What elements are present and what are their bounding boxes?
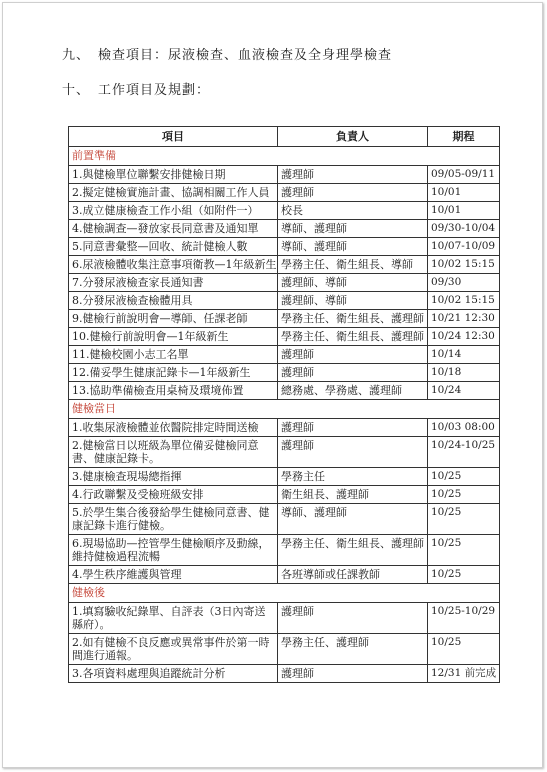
cell-item: 12.備妥學生健康記錄卡—1年級新生: [69, 364, 278, 382]
cell-person: 護理師: [278, 603, 428, 634]
cell-person: 護理師: [278, 665, 428, 683]
table-row: [69, 220, 500, 238]
table-row: [69, 468, 500, 486]
table-header-row: [69, 127, 500, 147]
cell-person: 學務主任、衛生組長、導師: [278, 256, 428, 274]
cell-item: 7.分發尿液檢查家長通知書: [69, 274, 278, 292]
cell-date: 10/25: [428, 468, 500, 486]
cell-person: 導師、護理師: [278, 504, 428, 535]
cell-item: 2.如有健檢不良反應或異常事件於第一時間進行通報。: [69, 634, 278, 665]
table-row: [69, 634, 500, 665]
column-header-item: 項目: [69, 127, 278, 147]
cell-date: 10/01: [428, 184, 500, 202]
table-row: [69, 328, 500, 346]
section-title: 健檢當日: [69, 400, 500, 419]
cell-person: 護理師、導師: [278, 292, 428, 310]
cell-person: 護理師: [278, 184, 428, 202]
cell-person: 衛生組長、護理師: [278, 486, 428, 504]
section-title: 健檢後: [69, 584, 500, 603]
table-row: [69, 486, 500, 504]
section-row: [69, 147, 500, 166]
column-header-person: 負責人: [278, 127, 428, 147]
section-title: 前置準備: [69, 147, 500, 166]
cell-date: 10/25: [428, 634, 500, 665]
cell-item: 4.健檢調查—發放家長同意書及通知單: [69, 220, 278, 238]
cell-date: 10/24: [428, 382, 500, 400]
heading-section-ten: [62, 79, 210, 98]
cell-person: 總務處、學務處、護理師: [278, 382, 428, 400]
cell-item: 6.尿液檢體收集注意事項衛教—1年級新生: [69, 256, 278, 274]
cell-person: 校長: [278, 202, 428, 220]
cell-date: 10/25: [428, 486, 500, 504]
heading-section-nine: [62, 44, 392, 63]
table-row: [69, 274, 500, 292]
heading-number: 九、: [62, 48, 91, 63]
table-row: [69, 166, 500, 184]
cell-item: 4.學生秩序維護與管理: [69, 566, 278, 584]
table-row: [69, 256, 500, 274]
cell-person: 學務主任、護理師: [278, 634, 428, 665]
cell-item: 13.協助準備檢查用桌椅及環境佈置: [69, 382, 278, 400]
column-header-date: 期程: [428, 127, 500, 147]
cell-person: 護理師: [278, 437, 428, 468]
cell-date: 10/25: [428, 535, 500, 566]
cell-date: 09/30-10/04: [428, 220, 500, 238]
cell-date: 10/07-10/09: [428, 238, 500, 256]
cell-date: 12/31 前完成: [428, 665, 500, 683]
cell-person: 學務主任、衛生組長、護理師: [278, 535, 428, 566]
heading-number: 十、: [62, 83, 91, 98]
cell-date: 10/21 12:30: [428, 310, 500, 328]
cell-item: 11.健檢校園小志工名單: [69, 346, 278, 364]
section-row: [69, 400, 500, 419]
cell-date: 10/25: [428, 566, 500, 584]
cell-person: 護理師、導師: [278, 274, 428, 292]
table-body: [69, 147, 500, 683]
cell-person: 導師、護理師: [278, 220, 428, 238]
table-row: [69, 292, 500, 310]
cell-person: 學務主任: [278, 468, 428, 486]
cell-date: 10/25-10/29: [428, 603, 500, 634]
cell-item: 10.健檢行前說明會—1年級新生: [69, 328, 278, 346]
cell-item: 4.行政聯繫及受檢班級安排: [69, 486, 278, 504]
cell-item: 1.與健檢單位聯繫安排健檢日期: [69, 166, 278, 184]
table-row: [69, 382, 500, 400]
table-row: [69, 665, 500, 683]
table-row: [69, 437, 500, 468]
cell-person: 護理師: [278, 364, 428, 382]
section-row: [69, 584, 500, 603]
cell-item: 8.分發尿液檢查檢體用具: [69, 292, 278, 310]
table-row: [69, 310, 500, 328]
cell-item: 3.成立健康檢查工作小組（如附件一）: [69, 202, 278, 220]
cell-item: 5.於學生集合後發給學生健檢同意書、健康記錄卡進行健檢。: [69, 504, 278, 535]
heading-text: 檢查項目：尿液檢查、血液檢查及全身理學檢查: [98, 48, 393, 63]
cell-date: 10/25: [428, 504, 500, 535]
cell-item: 1.填寫驗收紀錄單、自評表（3日內寄送縣府）。: [69, 603, 278, 634]
cell-date: 10/02 15:15: [428, 292, 500, 310]
cell-item: 2.健檢當日以班級為單位備妥健檢同意書、健康記錄卡。: [69, 437, 278, 468]
cell-date: 09/30: [428, 274, 500, 292]
cell-date: 10/02 15:15: [428, 256, 500, 274]
table-row: [69, 364, 500, 382]
cell-item: 2.擬定健檢實施計畫、協調相關工作人員: [69, 184, 278, 202]
cell-date: 10/03 08:00: [428, 419, 500, 437]
table-row: [69, 238, 500, 256]
table-row: [69, 504, 500, 535]
cell-item: 5.同意書彙整—回收、統計健檢人數: [69, 238, 278, 256]
cell-date: 10/14: [428, 346, 500, 364]
work-plan-table: [68, 126, 500, 683]
heading-text: 工作項目及規劃：: [98, 83, 211, 98]
table-row: [69, 346, 500, 364]
table-row: [69, 184, 500, 202]
cell-date: 09/05-09/11: [428, 166, 500, 184]
cell-person: 學務主任、衛生組長、護理師: [278, 310, 428, 328]
cell-item: 3.健康檢查現場總指揮: [69, 468, 278, 486]
cell-date: 10/01: [428, 202, 500, 220]
cell-date: 10/24-10/25: [428, 437, 500, 468]
cell-item: 3.各項資料處理與追蹤統計分析: [69, 665, 278, 683]
table-row: [69, 419, 500, 437]
cell-person: 學務主任、衛生組長、護理師: [278, 328, 428, 346]
cell-item: 1.收集尿液檢體並依醫院排定時間送檢: [69, 419, 278, 437]
cell-person: 各班導師或任課教師: [278, 566, 428, 584]
table-row: [69, 566, 500, 584]
cell-date: 10/24 12:30: [428, 328, 500, 346]
cell-person: 護理師: [278, 346, 428, 364]
cell-person: 護理師: [278, 419, 428, 437]
table-row: [69, 603, 500, 634]
cell-item: 6.現場協助—控管學生健檢順序及動線，維持健檢過程流暢: [69, 535, 278, 566]
cell-date: 10/18: [428, 364, 500, 382]
cell-person: 護理師: [278, 166, 428, 184]
table-row: [69, 202, 500, 220]
table-row: [69, 535, 500, 566]
cell-item: 9.健檢行前說明會—導師、任課老師: [69, 310, 278, 328]
cell-person: 導師、護理師: [278, 238, 428, 256]
